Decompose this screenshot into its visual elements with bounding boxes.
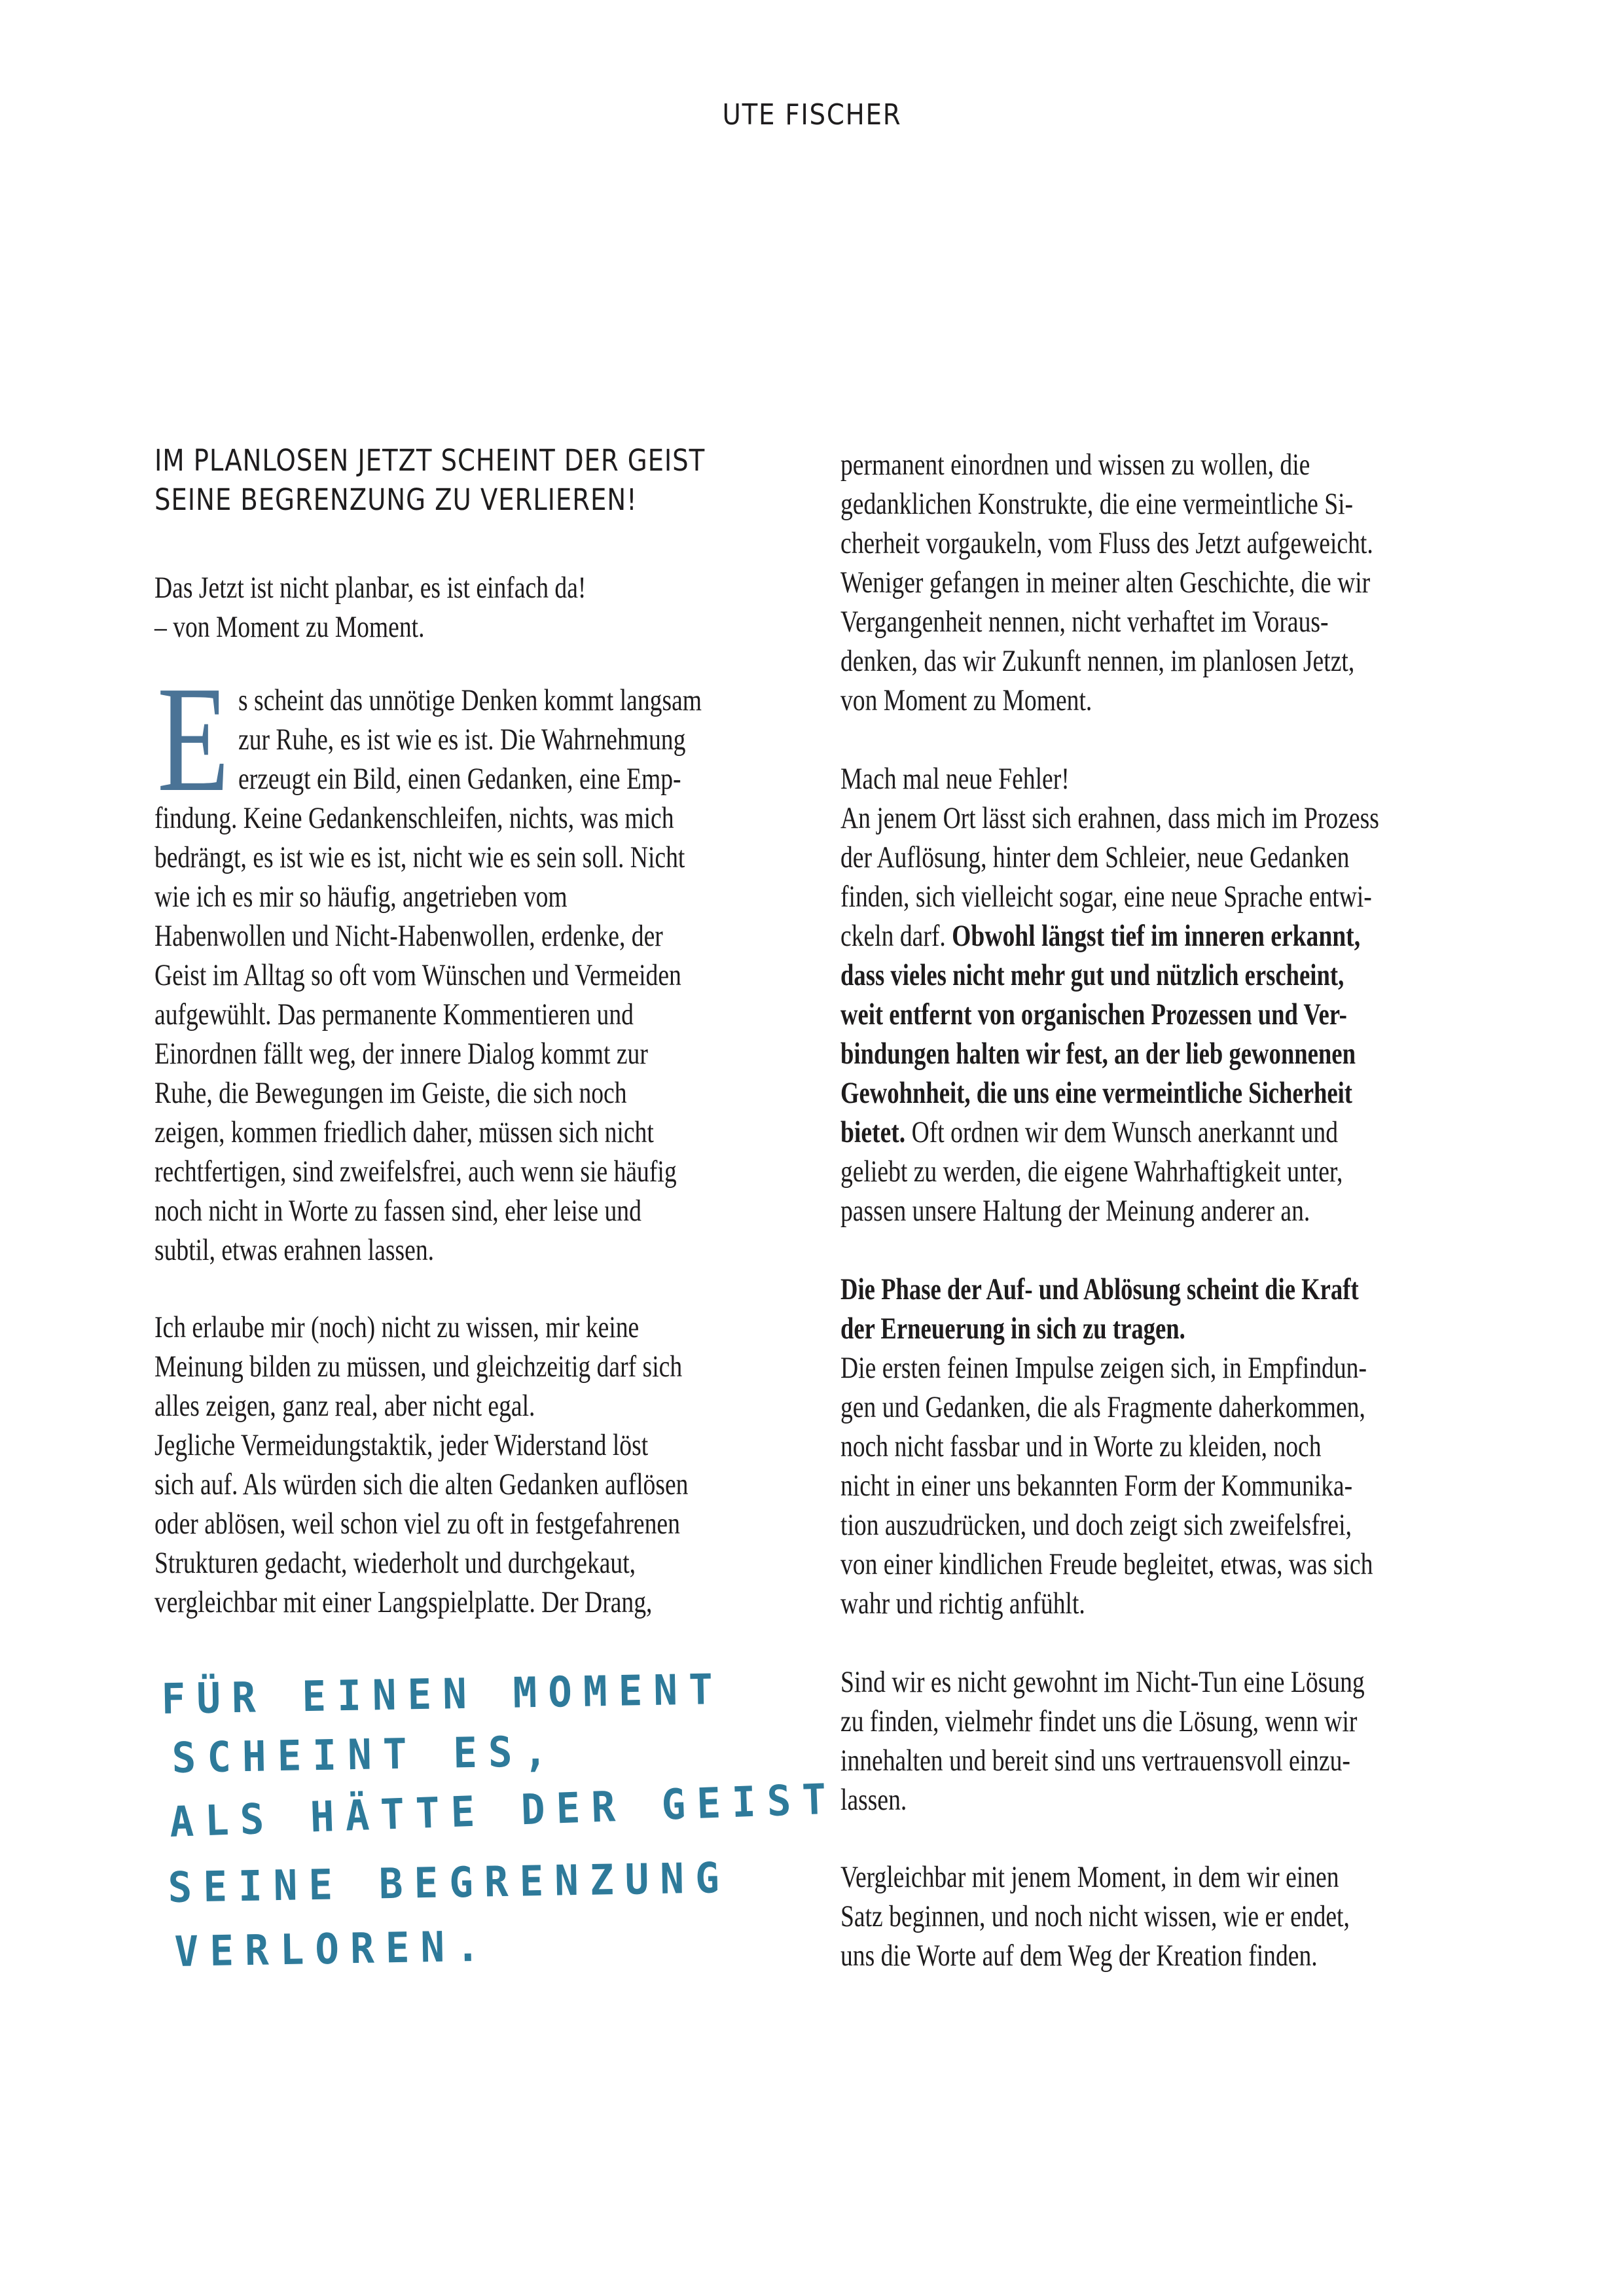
paragraph-line: passen unsere Haltung der Meinung anderer an. — [840, 1194, 1310, 1228]
handwritten-line: SEINE BEGRENZUNG — [168, 1854, 731, 1912]
paragraph-line: sich auf. Als würden sich die alten Gedanken auflösen — [154, 1467, 689, 1501]
paragraph-line-mixed — [840, 916, 1360, 956]
paragraph-line: Einordnen fällt weg, der innere Dialog kommt zur — [154, 1037, 648, 1071]
handwritten-line: ALS HÄTTE DER GEIST — [169, 1775, 839, 1847]
handwritten-line: FÜR EINEN MOMENT — [161, 1666, 725, 1724]
article-heading-line: IM PLANLOSEN JETZT SCHEINT DER GEIST — [154, 443, 706, 478]
paragraph-line: gedanklichen Konstrukte, die eine vermeintliche Si- — [840, 487, 1354, 521]
paragraph-line: Ruhe, die Bewegungen im Geiste, die sich noch — [154, 1076, 627, 1110]
bold-paragraph-line: bindungen halten wir fest, an der lieb gewonnenen — [840, 1037, 1356, 1071]
paragraph-line: Habenwollen und Nicht-Habenwollen, erdenke, der — [154, 919, 663, 953]
paragraph-line: alles zeigen, ganz real, aber nicht egal. — [154, 1389, 535, 1423]
paragraph-line: Die ersten feinen Impulse zeigen sich, in Empfindun- — [840, 1351, 1367, 1385]
paragraph-line: noch nicht fassbar und in Worte zu kleiden, noch — [840, 1429, 1322, 1463]
paragraph-line: subtil, etwas erahnen lassen. — [154, 1233, 435, 1267]
paragraph-line: permanent einordnen und wissen zu wollen, die — [840, 448, 1310, 482]
paragraph-line: tion auszudrücken, und doch zeigt sich zweifelsfrei, — [840, 1508, 1352, 1542]
paragraph-line: noch nicht in Worte zu fassen sind, eher leise und — [154, 1194, 641, 1228]
paragraph-line: Sind wir es nicht gewohnt im Nicht-Tun eine Lösung — [840, 1665, 1365, 1699]
regular-text: ckeln darf. — [840, 919, 952, 953]
paragraph-line-mixed — [840, 1113, 1338, 1152]
bold-paragraph-line: weit entfernt von organischen Prozessen und Ver- — [840, 997, 1347, 1031]
paragraph-line: Satz beginnen, und noch nicht wissen, wie er endet, — [840, 1899, 1350, 1933]
paragraph-line: wie ich es mir so häufig, angetrieben vom — [154, 880, 568, 914]
paragraph-line: von Moment zu Moment. — [840, 683, 1092, 717]
paragraph-line: von einer kindlichen Freude begleitet, etwas, was sich — [840, 1547, 1373, 1581]
paragraph-line: geliebt zu werden, die eigene Wahrhaftigkeit unter, — [840, 1155, 1343, 1189]
paragraph-line: oder ablösen, weil schon viel zu oft in festgefahrenen — [154, 1507, 680, 1541]
paragraph-line: An jenem Ort lässt sich erahnen, dass mich im Prozess — [840, 801, 1379, 835]
paragraph-line: wahr und richtig anfühlt. — [840, 1587, 1085, 1621]
paragraph-line: Strukturen gedacht, wiederholt und durchgekaut, — [154, 1546, 636, 1580]
paragraph-line: uns die Worte auf dem Weg der Kreation finden. — [840, 1939, 1318, 1973]
paragraph-line: rechtfertigen, sind zweifelsfrei, auch wenn sie häufig — [154, 1155, 677, 1189]
paragraph-line: cherheit vorgaukeln, vom Fluss des Jetzt aufgeweicht. — [840, 526, 1373, 560]
paragraph-line: lassen. — [840, 1783, 907, 1817]
drop-cap: E — [157, 655, 230, 823]
paragraph-line: Meinung bilden zu müssen, und gleichzeitig darf sich — [154, 1350, 683, 1384]
paragraph-line: findung. Keine Gedankenschleifen, nichts, was mich — [154, 801, 674, 835]
paragraph-line: aufgewühlt. Das permanente Kommentieren und — [154, 997, 634, 1031]
author-name: UTE FISCHER — [722, 98, 902, 132]
paragraph-line: nicht in einer uns bekannten Form der Kommunika- — [840, 1469, 1353, 1503]
intro-line: – von Moment zu Moment. — [154, 610, 425, 644]
paragraph-line: zu finden, vielmehr findet uns die Lösung, wenn wir — [840, 1704, 1358, 1738]
paragraph-line: finden, sich vielleicht sogar, eine neue Sprache entwi- — [840, 880, 1372, 914]
paragraph-line: Jegliche Vermeidungstaktik, jeder Widerstand löst — [154, 1428, 649, 1462]
bold-subheading-line: der Erneuerung in sich zu tragen. — [840, 1312, 1185, 1346]
bold-text: Obwohl längst tief im inneren erkannt, — [952, 919, 1361, 953]
paragraph-line: vergleichbar mit einer Langspielplatte. Der Drang, — [154, 1585, 653, 1619]
paragraph-line: innehalten und bereit sind uns vertrauensvoll einzu- — [840, 1744, 1350, 1778]
bold-text: bietet. — [840, 1115, 906, 1149]
paragraph-line: s scheint das unnötige Denken kommt langsam — [238, 683, 702, 717]
bold-paragraph-line: dass vieles nicht mehr gut und nützlich erscheint, — [840, 958, 1344, 992]
article-heading-line: SEINE BEGRENZUNG ZU VERLIEREN! — [154, 482, 638, 517]
paragraph-line: zur Ruhe, es ist wie es ist. Die Wahrnehmung — [238, 723, 686, 757]
subheading-line: Mach mal neue Fehler! — [840, 762, 1070, 796]
handwritten-line: SCHEINT ES, — [171, 1727, 559, 1783]
paragraph-line: Ich erlaube mir (noch) nicht zu wissen, mir keine — [154, 1310, 640, 1344]
paragraph-line: Weniger gefangen in meiner alten Geschichte, die wir — [840, 565, 1371, 600]
paragraph-line: gen und Gedanken, die als Fragmente daherkommen, — [840, 1390, 1365, 1424]
regular-text: Oft ordnen wir dem Wunsch anerkannt und — [905, 1115, 1339, 1149]
intro-line: Das Jetzt ist nicht planbar, es ist einfach da! — [154, 571, 586, 605]
paragraph-line: denken, das wir Zukunft nennen, im planlosen Jetzt, — [840, 644, 1355, 678]
paragraph-line: Vergangenheit nennen, nicht verhaftet im Voraus- — [840, 605, 1329, 639]
paragraph-line: Vergleichbar mit jenem Moment, in dem wir einen — [840, 1860, 1339, 1894]
paragraph-line: Geist im Alltag so oft vom Wünschen und Vermeiden — [154, 958, 681, 992]
bold-subheading-line: Die Phase der Auf- und Ablösung scheint die Kraft — [840, 1272, 1359, 1306]
bold-paragraph-line: Gewohnheit, die uns eine vermeintliche Sicherheit — [840, 1076, 1353, 1110]
paragraph-line: bedrängt, es ist wie es ist, nicht wie es sein soll. Nicht — [154, 840, 685, 874]
handwritten-line: VERLOREN. — [174, 1922, 492, 1977]
paragraph-line: zeigen, kommen friedlich daher, müssen sich nicht — [154, 1115, 654, 1149]
paragraph-line: der Auflösung, hinter dem Schleier, neue Gedanken — [840, 840, 1350, 874]
paragraph-line: erzeugt ein Bild, einen Gedanken, eine Emp- — [238, 762, 681, 796]
